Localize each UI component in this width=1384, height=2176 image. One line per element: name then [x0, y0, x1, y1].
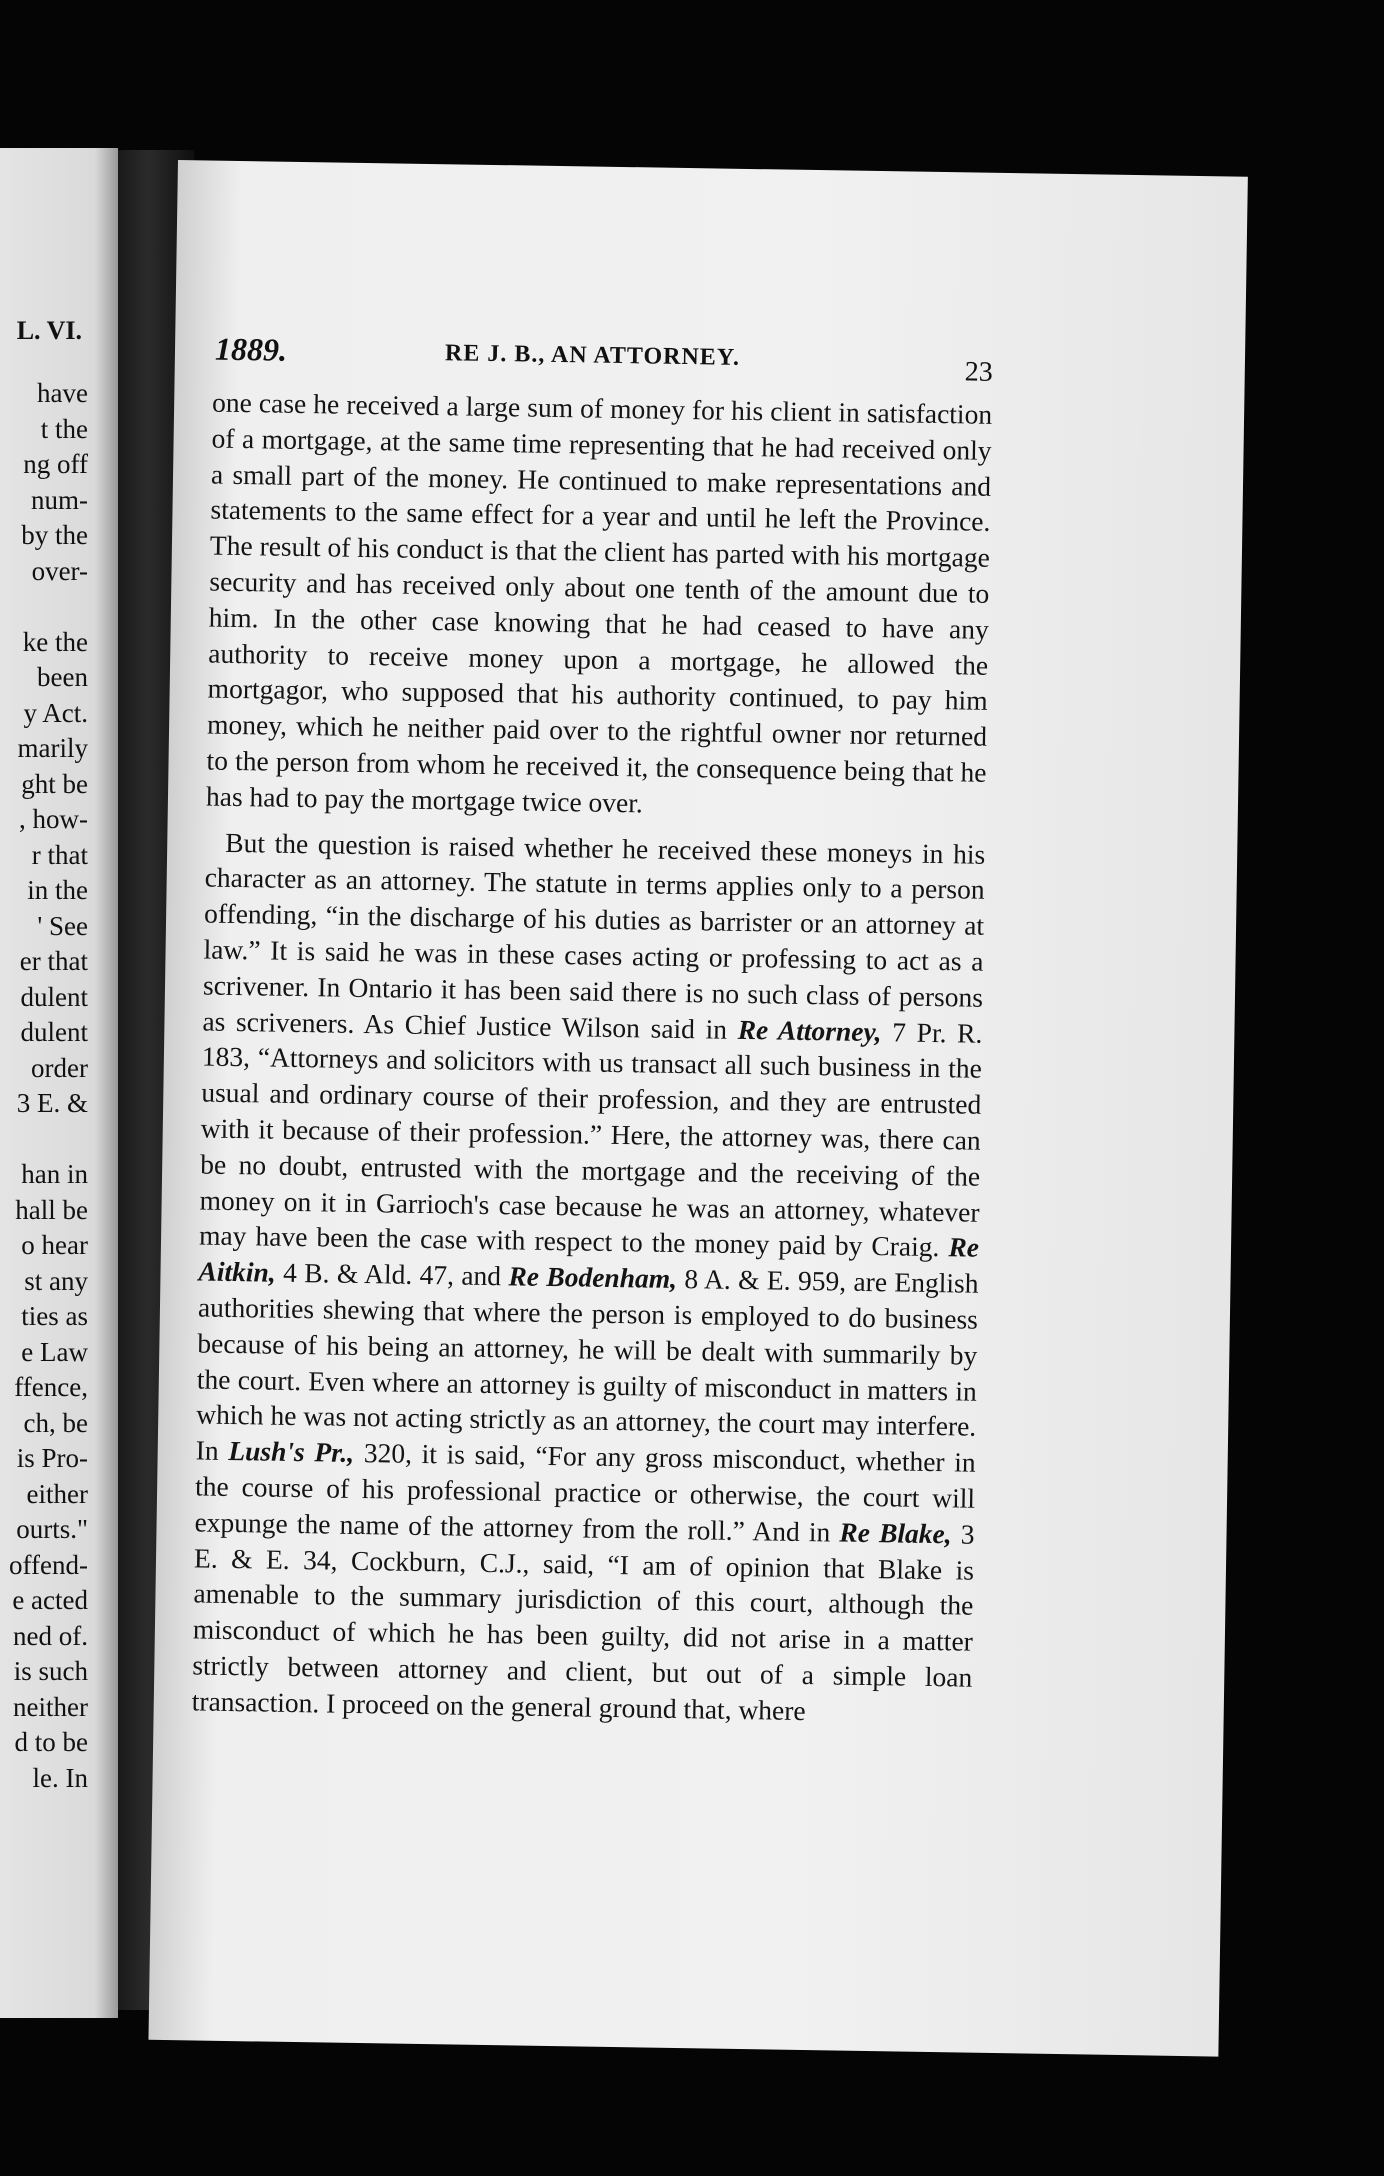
page-year: 1889.	[214, 330, 288, 368]
book-citation: Lush's Pr.,	[228, 1435, 355, 1469]
text-run: 3 E. & E. 34, Cockburn, C.J., said, “I am of opinion that Blake is amenable to the summary jurisdiction of this court, although the misconduct of which he has been guilty, did not arise in a matter strictly between attorney and client, but out of a simple loan transaction. I proceed on the general ground that, where	[191, 1518, 975, 1726]
facing-page-line: ght be	[21, 768, 88, 799]
facing-page-line: 3 E. &	[16, 1088, 88, 1118]
text-run: But the question is raised whether he received these moneys in his character as an attorney. The statute in terms applies only to a person offending, “in the discharge of his duties as barrister or an attorney at law.” It is said he was in these cases acting or professing to act as a scrivener. In Ontario it has been said there is no such class of persons as scriveners. As Chief Justice Wilson said in	[202, 826, 986, 1045]
facing-page-line: ned of.	[13, 1620, 88, 1651]
facing-page-line: st any	[24, 1265, 88, 1296]
case-citation: Re Bodenham,	[508, 1260, 678, 1295]
facing-page-line: is such	[13, 1656, 88, 1686]
facing-page-line: o hear	[21, 1230, 88, 1260]
facing-page-line: by the	[21, 520, 88, 550]
facing-page-line: marily	[17, 733, 88, 763]
facing-page-line: is Pro-	[16, 1443, 88, 1473]
facing-page-line: have	[37, 378, 88, 408]
facing-page-line: dulent	[20, 1017, 88, 1047]
paragraph-1: one case he received a large sum of money for his client in satisfaction of a mortgage, at the same time representing that he had received only a small part of the money. He continued to make representations and statements to the same effect for a year and until he left the Province. The result of his conduct is that the client has parted with his mortgage security and has received only about one tenth of the amount due to him. In the other case knowing that he had ceased to have any authority to receive money upon a mortgage, he allowed the mortgagor, who supposed that his authority continued, to pay him money, which he neither paid over to the rightful owner nor returned to the person from whom he received it, the consequence being that he has had to pay the mortgage twice over.	[205, 386, 993, 819]
facing-page-line: le. In	[32, 1762, 88, 1793]
facing-page-line: ourts."	[16, 1514, 88, 1544]
facing-page-line: er that	[19, 946, 88, 976]
facing-page-line: e Law	[21, 1336, 88, 1367]
facing-page-text-column	[9, 376, 88, 1796]
facing-page-line	[9, 1122, 88, 1158]
facing-page-line: been	[37, 662, 88, 692]
text-run: 8 A. & E. 959, are English authorities shewing that where the person is employed to do business because of his being an attorney, he will be dealt with summarily by the court. Even where an attorney is guilty of misconduct in matters in which he was not acting strictly as an attorney, the court may interfere. In	[195, 1263, 979, 1466]
text-run: 4 B. & Ald. 47, and	[282, 1256, 502, 1292]
text-run: 7 Pr. R. 183, “Attorneys and solicitors with us transact all such business in the usual and ordinary course of their profession, and they are entrusted with it because of their profession.” Here, the attorney was, there can be no doubt, entrusted with the mortgage and the receiving of the money on it in Garrioch's case because he was an attorney, whatever may have been the case with respect to the money paid by Craig.	[198, 1015, 983, 1263]
facing-page-line: offend-	[9, 1549, 88, 1580]
case-citation: Re Aitkin,	[198, 1231, 980, 1288]
facing-page-line: either	[26, 1478, 88, 1509]
facing-page-line: dulent	[20, 981, 88, 1012]
facing-page-line: e acted	[12, 1585, 88, 1615]
facing-page-line: neither	[13, 1691, 88, 1722]
facing-page-line: y Act.	[23, 697, 88, 728]
paragraph-2	[192, 824, 986, 1731]
body-text	[192, 385, 993, 1732]
facing-page-line: in the	[27, 875, 88, 905]
book-page	[148, 160, 1247, 2057]
facing-page-line: ffence,	[14, 1372, 88, 1402]
page-number: 23	[964, 356, 994, 388]
facing-page-line: ties as	[21, 1301, 88, 1331]
running-title: RE J. B., AN ATTORNEY.	[444, 340, 741, 371]
facing-page-line: d to be	[14, 1727, 88, 1757]
facing-page-line: r that	[31, 839, 88, 870]
facing-page-line: ' See	[37, 910, 88, 941]
facing-page-line: , how-	[19, 804, 88, 834]
facing-page-line	[9, 589, 88, 625]
facing-page-line: hall be	[15, 1194, 88, 1225]
facing-page-line: ke the	[22, 626, 88, 657]
case-citation: Re Blake,	[839, 1516, 952, 1550]
facing-page-line: over-	[31, 555, 88, 586]
facing-page-line: ng off	[23, 449, 88, 479]
page-header	[214, 330, 994, 388]
facing-page-line: han in	[21, 1159, 88, 1189]
facing-page-edge	[0, 148, 118, 2018]
facing-page-line: ch, be	[23, 1407, 88, 1438]
case-citation: Re Attorney,	[737, 1013, 882, 1047]
facing-page-line: order	[31, 1052, 88, 1083]
text-run: 320, it is said, “For any gross misconduct, whether in the course of his professional practice or otherwise, the court will expunge the name of the attorney from the roll.” And in	[194, 1437, 976, 1548]
facing-page-line: t the	[40, 413, 88, 444]
facing-page-header: L. VI.	[16, 316, 82, 345]
facing-page-line: num-	[31, 484, 88, 515]
